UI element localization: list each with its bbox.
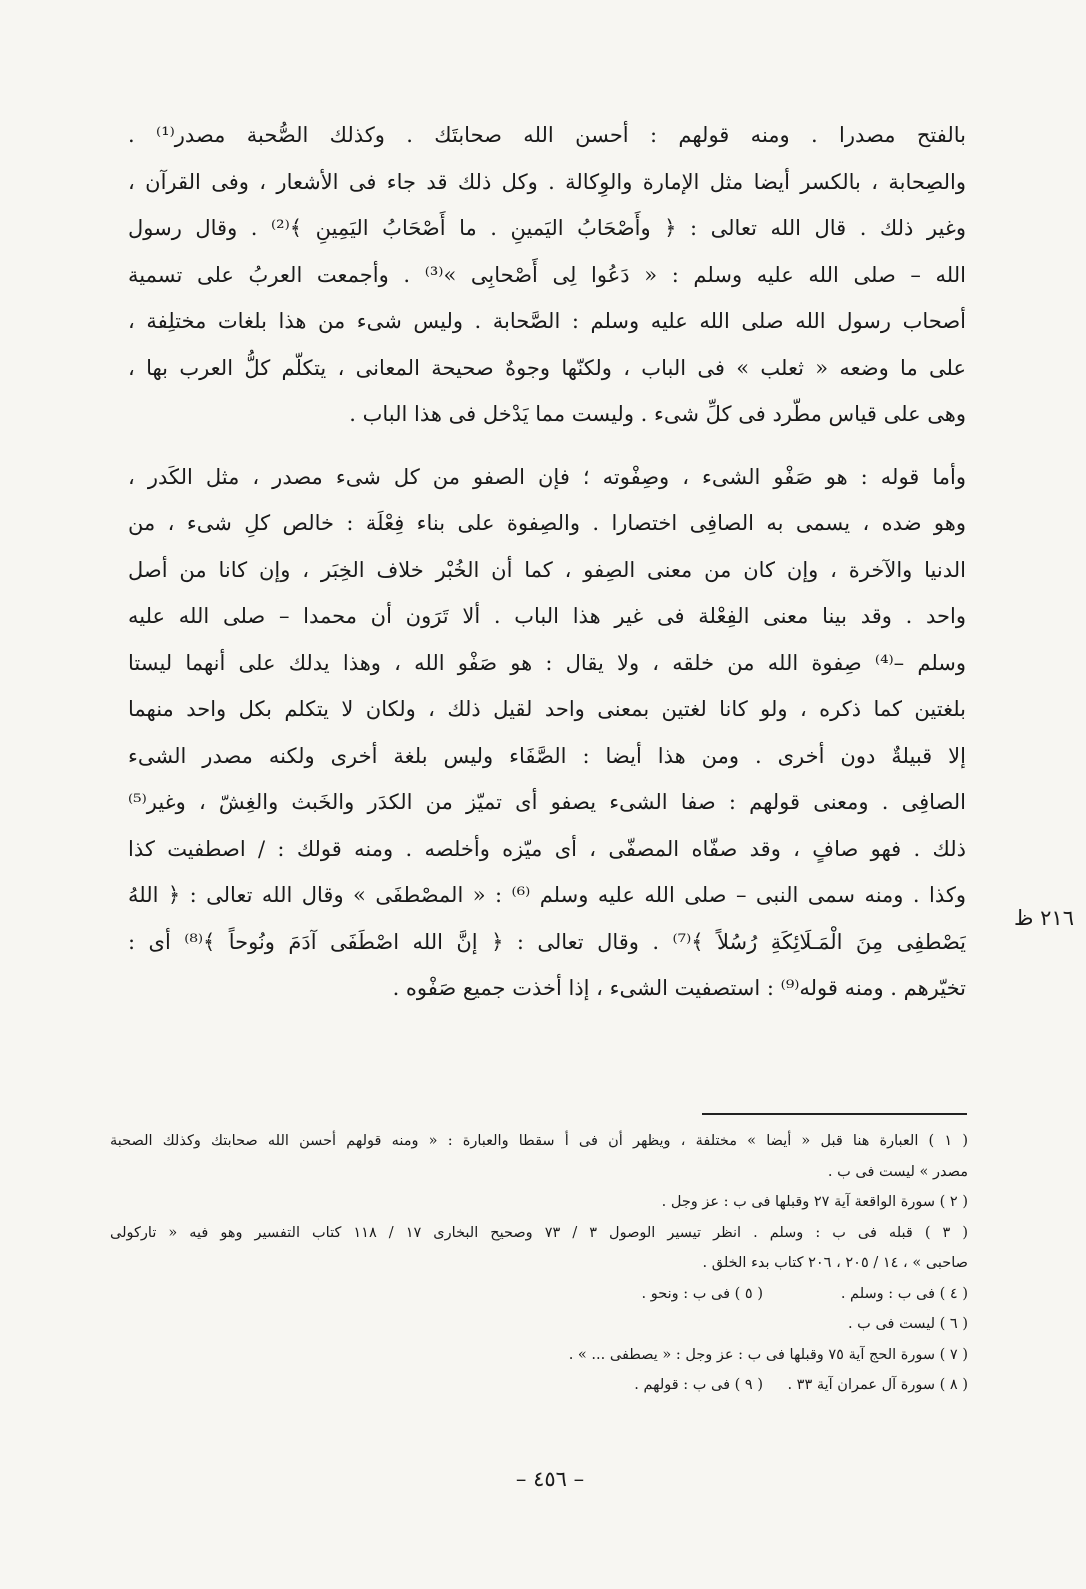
text-line: يَصْطفِى مِنَ الْمَـلَائِكَةِ رُسُلاً ﴾⁽⁷⁾ . وقال تعالى : ﴿ إنَّ الله اصْطَفَى آدَمَ ونُوحاً ﴾⁽⁸⁾ أى : [128, 929, 966, 954]
paragraph-2 [128, 454, 966, 1012]
footnote-5: ( ٥ ) فى ب : ونحو . [641, 1285, 763, 1302]
text-line: على ما وضعه « ثعلب » فى الباب ، ولكنّها وجوهٌ صحيحة المعانى ، يتكلّم كلُّ العرب بها ، [128, 355, 966, 380]
paragraph-1 [128, 112, 966, 438]
footnote-row-8-9 [110, 1370, 968, 1401]
footnotes [110, 1126, 968, 1401]
footnote-divider [702, 1113, 967, 1115]
footnote-7: ( ٧ ) سورة الحج آية ٧٥ وقبلها فى ب : عز وجل : « يصطفى ... » . [568, 1346, 968, 1363]
paragraph-gap [128, 438, 966, 454]
text-line: الصافِى . ومعنى قولهم : صفا الشىء يصفو أى تميّز من الكدَر والخَبث والغِشّ ، وغير⁽⁵⁾ [128, 790, 966, 814]
footnote-1: ( ١ ) العبارة هنا قبل « أيضا » مختلفة ، ويظهر أن فى أ سقطا والعبارة : « ومنه قولهم أحسن الله صحابتك وكذلك الصحبة [110, 1133, 968, 1149]
footnote-6: ( ٦ ) ليست فى ب . [847, 1316, 968, 1332]
footnote-2: ( ٢ ) سورة الواقعة آية ٢٧ وقبلها فى ب : عز وجل . [661, 1194, 968, 1210]
footnote-3: ( ٣ ) قبله فى ب : وسلم . انظر تيسير الوصول ٣ / ٧٣ وصحيح البخارى ١٧ / ١١٨ كتاب التفسير وهو فيه « تاركولى [110, 1224, 968, 1241]
text-line: وأما قوله : هو صَفْو الشىء ، وصِفْوته ؛ فإن الصفو من كل شىء مصدر ، مثل الكَدر ، [128, 464, 966, 489]
text-line: ذلك . فهو صافٍ ، وقد صفّاه المصفّى ، أى ميّزه وأخلصه . ومنه قولك : / اصطفيت كذا [128, 836, 966, 861]
footnote-1-continued: مصدر » ليست فى ب . [827, 1163, 968, 1180]
footnote-4: ( ٤ ) فى ب : وسلم . [840, 1285, 968, 1302]
text-line: الدنيا والآخرة ، وإن كان من معنى الصِفو ، كما أن الخُبْر خلاف الخِبَر ، وإن كانا من أصل [128, 557, 966, 582]
text-line: وهو ضده ، يسمى به الصافِى اختصارا . والصِفوة على بناء فِعْلَة : خالص كلِ شىء ، من [128, 511, 966, 535]
footnote-9: ( ٩ ) فى ب : قولهم . [634, 1377, 763, 1393]
text-line: وسلم –⁽⁴⁾ صِفوة الله من خلقه ، ولا يقال : هو صَفْو الله ، وهذا يدلك على أنهما ليستا [128, 650, 966, 675]
text-line: تخيّرهم . ومنه قوله⁽⁹⁾ : استصفيت الشىء ، إذا أخذت جميع صَفْوه . [392, 976, 966, 1000]
text-line: الله – صلى الله عليه وسلم : « دَعُوا لِى أَصْحابِى »⁽³⁾ . وأجمعت العربُ على تسمية [128, 262, 966, 287]
footnote-8: ( ٨ ) سورة آل عمران آية ٣٣ . [787, 1377, 968, 1393]
text-line: وغير ذلك . قال الله تعالى : ﴿ وأَصْحَابُ اليَمينِ . ما أَصْحَابُ اليَمِينِ ﴾⁽²⁾ . وقال رسول [128, 216, 966, 240]
text-line: وهى على قياس مطّرد فى كلِّ شىء . وليست مما يَدْخل فى هذا الباب . [349, 402, 966, 426]
page-number: – ٤٥٦ – [515, 1467, 585, 1491]
text-line: بالفتح مصدرا . ومنه قولهم : أحسن الله صحابتَك . وكذلك الصُّحبة مصدر⁽¹⁾ . [128, 123, 966, 147]
text-line: واحد . وقد بينا معنى الفِعْلة فى غير هذا الباب . ألا تَرَون أن محمدا – صلى الله عليه [128, 604, 966, 628]
text-line: إلا قبيلةٌ دون أخرى . ومن هذا أيضا : الصَّفَاء وليس بلغة أخرى ولكنه مصدر الشىء [128, 743, 966, 768]
text-line: والصِحابة ، بالكسر أيضا مثل الإمارة والوِكالة . وكل ذلك قد جاء فى الأشعار ، وفى القرآن ، [128, 169, 966, 194]
manuscript-folio-marker: ٢١٦ ظ [1014, 906, 1074, 930]
footnote-row-4-5 [110, 1279, 968, 1310]
footnote-3-continued: صاحبى » ، ١٤ / ٢٠٥ ، ٢٠٦ كتاب بدء الخلق . [702, 1255, 968, 1271]
text-line: وكذا . ومنه سمى النبى – صلى الله عليه وسلم ⁽⁶⁾ : « المصْطفَى » وقال الله تعالى : ﴿ اللهُ [128, 883, 966, 907]
text-line: أصحاب رسول الله صلى الله عليه وسلم : الصَّحابة . وليس شىء من هذا بلغات مختلِفة ، [128, 309, 966, 333]
main-text [128, 112, 966, 1012]
text-line: بلغتين كما ذكره ، ولو كانا لغتين بمعنى واحد لقيل ذلك ، ولكان لا يتكلم بكل واحد منهما [128, 697, 966, 721]
